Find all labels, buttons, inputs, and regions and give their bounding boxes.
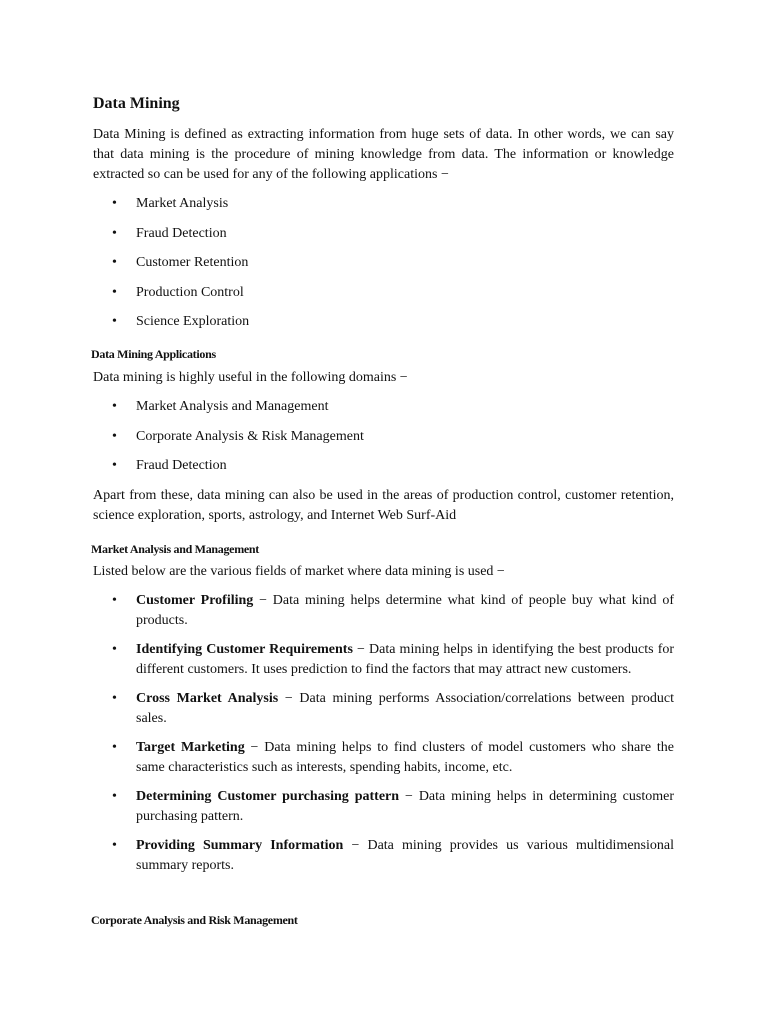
bullet-icon: • (112, 789, 117, 804)
list-item: • Customer Retention (112, 253, 674, 273)
list-item: • Production Control (112, 283, 674, 303)
page-title: Data Mining (93, 95, 180, 112)
intro-paragraph: Data Mining is defined as extracting information from huge sets of data. In other words, we can say that data mining is the procedure of mining knowledge from data. The information or knowledge extracted so can be used for any of the following applications − (93, 127, 674, 182)
field-description: − Data mining provides us various multidimensional summary reports. (136, 838, 674, 873)
bullet-icon: • (112, 740, 117, 755)
applications-outro: Apart from these, data mining can also be used in the areas of production control, customer retention, science exploration, sports, astrology, and Internet Web Surf-Aid (93, 488, 674, 523)
list-item (112, 738, 674, 778)
bullet-icon: • (112, 691, 117, 706)
list-item: • Fraud Detection (112, 456, 674, 476)
bullet-icon: • (112, 196, 117, 211)
bullet-icon: • (112, 284, 117, 300)
bullet-icon: • (112, 642, 117, 657)
list-item: • Corporate Analysis & Risk Management (112, 427, 674, 447)
field-description: − Data mining helps determine what kind of people buy what kind of products. (136, 593, 674, 628)
bullet-icon: • (112, 314, 117, 329)
field-description: − Data mining performs Association/correlations between product sales. (136, 691, 674, 726)
section-heading-corporate: Corporate Analysis and Risk Management (91, 913, 298, 927)
field-description: − Data mining helps in identifying the best products for different customers. It uses prediction to find the factors that may attract new customers. (136, 642, 675, 677)
section-heading-applications: Data Mining Applications (91, 347, 216, 361)
applications-list (112, 194, 674, 342)
list-item: • Fraud Detection (112, 224, 674, 244)
list-item: • Market Analysis (112, 194, 674, 214)
field-description: − Data mining helps to find clusters of model customers who share the same characteristics such as interests, spending habits, income, etc. (136, 740, 674, 775)
list-item (112, 640, 674, 680)
market-fields-list (112, 591, 674, 885)
bullet-icon: • (112, 255, 117, 270)
list-item: • Market Analysis and Management (112, 397, 674, 417)
list-item (112, 836, 674, 876)
field-term: Providing Summary Information (136, 838, 344, 853)
list-item (112, 591, 674, 631)
list-item (112, 787, 674, 827)
market-intro: Listed below are the various fields of market where data mining is used − (93, 564, 505, 579)
bullet-icon: • (112, 399, 117, 414)
list-item: • Science Exploration (112, 312, 674, 332)
field-term: Determining Customer purchasing pattern (136, 789, 400, 804)
field-term: Cross Market Analysis (136, 691, 279, 706)
field-term: Customer Profiling (136, 593, 254, 608)
list-item (112, 689, 674, 729)
bullet-icon: • (112, 225, 117, 241)
bullet-icon: • (112, 458, 117, 473)
field-term: Identifying Customer Requirements (136, 642, 353, 657)
domains-list (112, 397, 674, 486)
bullet-icon: • (112, 838, 117, 853)
applications-intro: Data mining is highly useful in the following domains − (93, 370, 408, 385)
field-description: − Data mining helps in determining customer purchasing pattern. (136, 789, 674, 824)
section-heading-market: Market Analysis and Management (91, 542, 260, 556)
field-term: Target Marketing (136, 740, 245, 755)
bullet-icon: • (112, 428, 117, 444)
bullet-icon: • (112, 593, 117, 608)
